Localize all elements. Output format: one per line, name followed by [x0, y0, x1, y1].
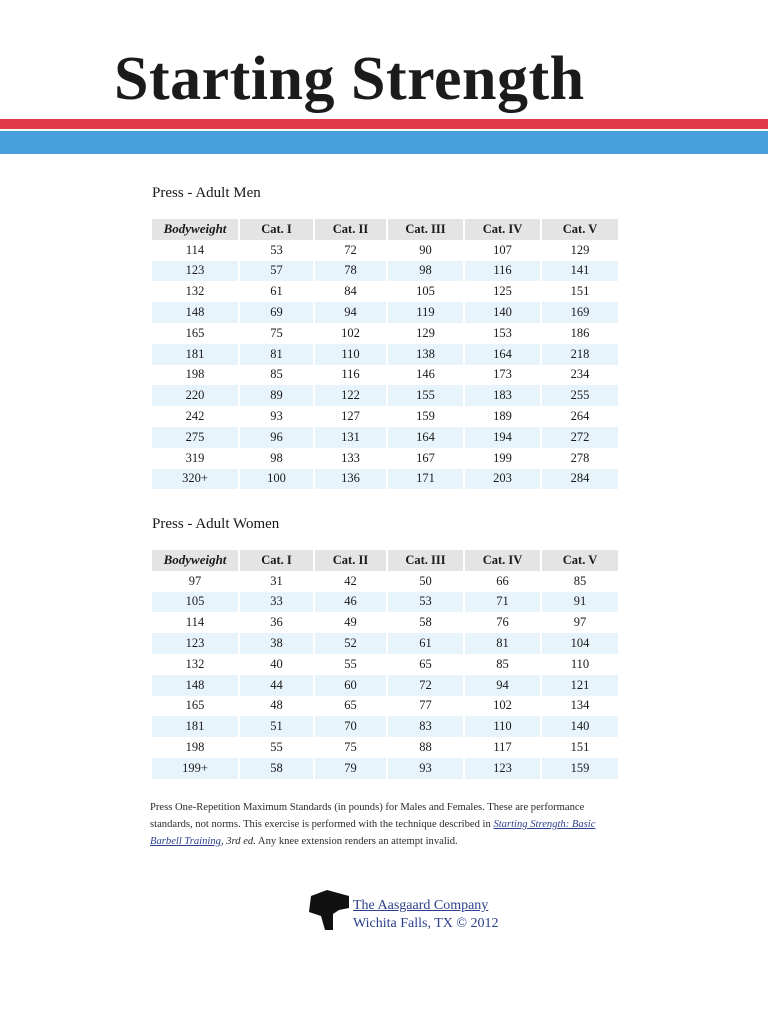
standard-cell: 46 — [314, 592, 387, 613]
bodyweight-cell: 181 — [152, 344, 239, 365]
standard-cell: 199 — [464, 448, 541, 469]
bodyweight-cell: 148 — [152, 302, 239, 323]
standard-cell: 58 — [239, 758, 314, 779]
standard-cell: 102 — [314, 323, 387, 344]
standard-cell: 42 — [314, 571, 387, 592]
bodyweight-cell: 199+ — [152, 758, 239, 779]
bodyweight-cell: 97 — [152, 571, 239, 592]
standard-cell: 38 — [239, 633, 314, 654]
blue-stripe — [0, 131, 768, 154]
category-header: Cat. V — [541, 219, 618, 240]
bodyweight-cell: 123 — [152, 261, 239, 282]
standard-cell: 218 — [541, 344, 618, 365]
table-row — [152, 737, 618, 758]
bodyweight-header: Bodyweight — [152, 550, 239, 571]
category-header: Cat. V — [541, 550, 618, 571]
company-info — [353, 897, 499, 933]
standard-cell: 94 — [314, 302, 387, 323]
standard-cell: 110 — [314, 344, 387, 365]
standard-cell: 140 — [464, 302, 541, 323]
standard-cell: 78 — [314, 261, 387, 282]
standard-cell: 96 — [239, 427, 314, 448]
category-header: Cat. II — [314, 219, 387, 240]
standard-cell: 153 — [464, 323, 541, 344]
standard-cell: 93 — [239, 406, 314, 427]
standard-cell: 203 — [464, 469, 541, 490]
standard-cell: 44 — [239, 675, 314, 696]
standard-cell: 58 — [387, 612, 464, 633]
standard-cell: 125 — [464, 281, 541, 302]
table-row — [152, 716, 618, 737]
category-header: Cat. IV — [464, 550, 541, 571]
standard-cell: 85 — [464, 654, 541, 675]
table-row — [152, 261, 618, 282]
standard-cell: 81 — [464, 633, 541, 654]
standard-cell: 51 — [239, 716, 314, 737]
standard-cell: 94 — [464, 675, 541, 696]
table-row — [152, 571, 618, 592]
standard-cell: 134 — [570, 698, 590, 713]
standard-cell: 72 — [387, 675, 464, 696]
category-header: Cat. I — [239, 219, 314, 240]
bodyweight-cell: 220 — [152, 385, 239, 406]
note-text: Press One-Repetition Maximum Standards (in pounds) for Males and Females. These are performance standards, not norms. This exercise is performed with the technique described in — [150, 802, 585, 830]
standard-cell: 89 — [239, 385, 314, 406]
standard-cell: 36 — [239, 612, 314, 633]
standard-cell: 65 — [314, 696, 387, 717]
standard-cell: 79 — [314, 758, 387, 779]
table-row — [152, 469, 618, 490]
standard-cell: 138 — [387, 344, 464, 365]
standard-cell: 131 — [314, 427, 387, 448]
standard-cell: 136 — [314, 469, 387, 490]
category-header: Cat. III — [387, 219, 464, 240]
standard-cell: 133 — [314, 448, 387, 469]
standard-cell: 70 — [314, 716, 387, 737]
standard-cell: 90 — [387, 240, 464, 261]
table-row — [152, 758, 618, 779]
table-row — [152, 592, 618, 613]
standard-cell: 97 — [573, 615, 587, 630]
bodyweight-cell: 242 — [152, 406, 239, 427]
table-row — [152, 448, 618, 469]
standards-note — [150, 799, 620, 850]
table-row — [152, 675, 618, 696]
standard-cell: 98 — [239, 448, 314, 469]
table-row — [152, 406, 618, 427]
standard-cell: 255 — [541, 385, 618, 406]
standard-cell: 104 — [541, 633, 618, 654]
bodyweight-cell: 319 — [152, 448, 239, 469]
table-row — [152, 302, 618, 323]
standard-cell: 91 — [541, 592, 618, 613]
standard-cell: 155 — [387, 385, 464, 406]
table-row — [152, 240, 618, 261]
standard-cell: 164 — [464, 344, 541, 365]
bodyweight-cell: 148 — [152, 675, 239, 696]
standard-cell: 66 — [464, 571, 541, 592]
table-row — [152, 385, 618, 406]
standard-cell: 151 — [570, 284, 590, 299]
standard-cell: 53 — [239, 240, 314, 261]
page-title: Starting Strength — [114, 45, 585, 113]
standard-cell: 57 — [239, 261, 314, 282]
bodyweight-cell: 198 — [152, 737, 239, 758]
standard-cell: 31 — [239, 571, 314, 592]
table-row — [152, 365, 618, 386]
standard-cell: 98 — [387, 261, 464, 282]
standard-cell: 102 — [464, 696, 541, 717]
men-standards-table — [152, 219, 618, 489]
standard-cell: 234 — [570, 367, 590, 382]
bodyweight-cell: 165 — [152, 323, 239, 344]
standard-cell: 69 — [239, 302, 314, 323]
bodyweight-cell: 114 — [152, 612, 239, 633]
standard-cell: 264 — [570, 409, 590, 424]
standard-cell: 52 — [314, 633, 387, 654]
standard-cell: 72 — [314, 240, 387, 261]
standard-cell: 278 — [570, 450, 590, 465]
bodyweight-cell: 275 — [152, 427, 239, 448]
standard-cell: 75 — [314, 737, 387, 758]
standard-cell: 167 — [387, 448, 464, 469]
standard-cell: 194 — [464, 427, 541, 448]
category-header: Cat. II — [314, 550, 387, 571]
table-header-row — [152, 550, 618, 571]
standard-cell: 284 — [541, 469, 618, 490]
bodyweight-cell: 320+ — [152, 469, 239, 490]
standard-cell: 49 — [314, 612, 387, 633]
bodyweight-header: Bodyweight — [152, 219, 239, 240]
table-row — [152, 344, 618, 365]
standard-cell: 123 — [464, 758, 541, 779]
standard-cell: 186 — [570, 325, 590, 340]
standard-cell: 272 — [541, 427, 618, 448]
company-link[interactable]: The Aasgaard Company — [353, 898, 489, 913]
bodyweight-cell: 165 — [152, 696, 239, 717]
standard-cell: 61 — [239, 281, 314, 302]
standard-cell: 107 — [464, 240, 541, 261]
standard-cell: 84 — [314, 281, 387, 302]
table-row — [152, 323, 618, 344]
standard-cell: 85 — [573, 573, 587, 588]
standard-cell: 61 — [387, 633, 464, 654]
standard-cell: 83 — [387, 716, 464, 737]
bodyweight-cell: 132 — [152, 281, 239, 302]
standard-cell: 110 — [464, 716, 541, 737]
company-location: Wichita Falls, TX © 2012 — [353, 916, 499, 931]
standard-cell: 100 — [239, 469, 314, 490]
standard-cell: 129 — [387, 323, 464, 344]
category-header: Cat. IV — [464, 219, 541, 240]
bodyweight-cell: 105 — [152, 592, 239, 613]
standard-cell: 171 — [387, 469, 464, 490]
standard-cell: 85 — [239, 365, 314, 386]
standard-cell: 127 — [314, 406, 387, 427]
hammer-logo-icon — [305, 888, 351, 932]
standard-cell: 48 — [239, 696, 314, 717]
bodyweight-cell: 123 — [152, 633, 239, 654]
standard-cell: 169 — [541, 302, 618, 323]
note-text-end: Any knee extension renders an attempt invalid. — [255, 836, 458, 847]
standard-cell: 122 — [314, 385, 387, 406]
table-row — [152, 281, 618, 302]
table-header-row — [152, 219, 618, 240]
standard-cell: 105 — [387, 281, 464, 302]
standard-cell: 77 — [387, 696, 464, 717]
bodyweight-cell: 132 — [152, 654, 239, 675]
men-table-heading: Press - Adult Men — [152, 185, 261, 201]
book-link[interactable]: Starting Strength: Basic Barbell Training — [150, 819, 596, 847]
table-row — [152, 696, 618, 717]
standard-cell: 116 — [314, 365, 387, 386]
standard-cell: 159 — [541, 758, 618, 779]
standard-cell: 88 — [387, 737, 464, 758]
standard-cell: 93 — [387, 758, 464, 779]
standard-cell: 183 — [464, 385, 541, 406]
standard-cell: 33 — [239, 592, 314, 613]
standard-cell: 151 — [570, 740, 590, 755]
table-row — [152, 612, 618, 633]
table-row — [152, 633, 618, 654]
women-table-heading: Press - Adult Women — [152, 516, 280, 532]
category-header: Cat. I — [239, 550, 314, 571]
category-header: Cat. III — [387, 550, 464, 571]
standard-cell: 164 — [387, 427, 464, 448]
standard-cell: 129 — [570, 242, 590, 257]
standard-cell: 40 — [239, 654, 314, 675]
edition-text: , 3rd ed. — [220, 836, 256, 847]
red-stripe — [0, 119, 768, 129]
standard-cell: 159 — [387, 406, 464, 427]
standard-cell: 117 — [464, 737, 541, 758]
standard-cell: 65 — [387, 654, 464, 675]
standard-cell: 189 — [464, 406, 541, 427]
standard-cell: 146 — [387, 365, 464, 386]
bodyweight-cell: 198 — [152, 365, 239, 386]
standard-cell: 119 — [387, 302, 464, 323]
standard-cell: 75 — [239, 323, 314, 344]
table-row — [152, 427, 618, 448]
standard-cell: 173 — [464, 365, 541, 386]
standard-cell: 81 — [239, 344, 314, 365]
standard-cell: 140 — [541, 716, 618, 737]
standard-cell: 50 — [387, 571, 464, 592]
bodyweight-cell: 181 — [152, 716, 239, 737]
women-standards-table — [152, 550, 618, 779]
standard-cell: 55 — [239, 737, 314, 758]
standard-cell: 116 — [464, 261, 541, 282]
bodyweight-cell: 114 — [152, 240, 239, 261]
standard-cell: 60 — [314, 675, 387, 696]
standard-cell: 76 — [464, 612, 541, 633]
standard-cell: 110 — [570, 656, 590, 671]
standard-cell: 121 — [541, 675, 618, 696]
table-row — [152, 654, 618, 675]
standard-cell: 71 — [464, 592, 541, 613]
standard-cell: 53 — [387, 592, 464, 613]
standard-cell: 55 — [314, 654, 387, 675]
standard-cell: 141 — [541, 261, 618, 282]
